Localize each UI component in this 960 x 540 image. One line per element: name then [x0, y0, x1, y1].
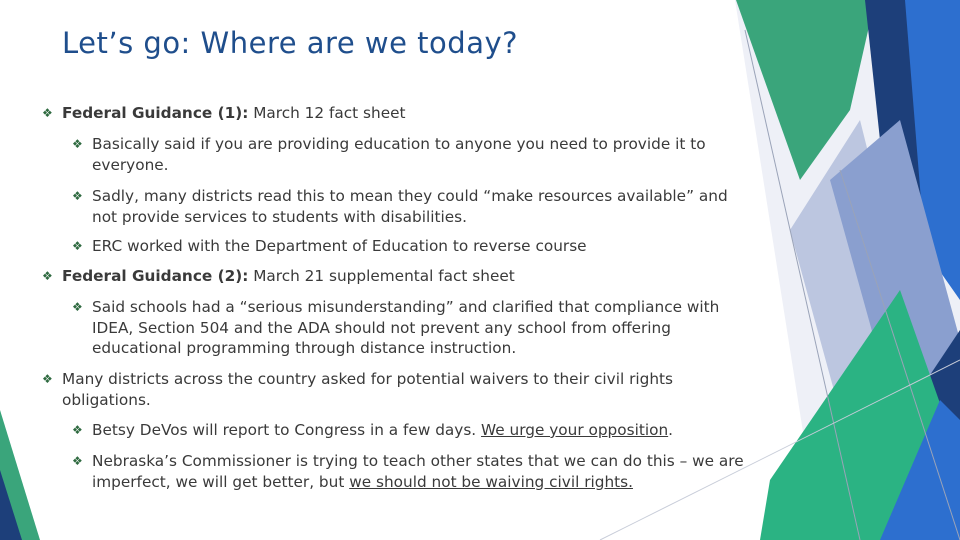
- diamond-bullet-icon: ❖: [42, 372, 53, 386]
- diamond-bullet-icon: ❖: [42, 269, 53, 283]
- bullet-heading: Federal Guidance (1):: [62, 104, 249, 122]
- bullet-text: Sadly, many districts read this to mean they could “make resources available” and not provide services to students with disabilities.: [92, 187, 728, 226]
- bullet-text: Betsy DeVos will report to Congress in a few days.: [92, 421, 482, 439]
- bullet-text: ERC worked with the Department of Education to reverse course: [92, 237, 587, 255]
- sub-bullet-sadly: [72, 186, 757, 227]
- sub-bullet-said-schools: [72, 297, 757, 359]
- sub-bullet-basically: [72, 134, 757, 175]
- diamond-bullet-icon: ❖: [72, 239, 83, 253]
- bullet-federal-guidance-2: [42, 266, 762, 287]
- bullet-text: March 12 fact sheet: [248, 104, 406, 122]
- bullet-heading: Federal Guidance (2):: [62, 267, 249, 285]
- sub-bullet-nebraska: [72, 451, 757, 492]
- bullet-federal-guidance-1: [42, 103, 762, 124]
- bullet-text: Nebraska’s Commissioner is trying to teach other states that we can do this – we are imperfect, we will get better, but: [92, 452, 744, 491]
- diamond-bullet-icon: ❖: [72, 423, 83, 437]
- sub-bullet-devos: [72, 420, 757, 441]
- diamond-bullet-icon: ❖: [72, 300, 83, 314]
- diamond-bullet-icon: ❖: [72, 189, 83, 203]
- sub-bullet-erc: [72, 236, 757, 257]
- diamond-bullet-icon: ❖: [72, 454, 83, 468]
- slide-title: Let’s go: Where are we today?: [62, 26, 519, 60]
- bullet-underlined-text: we should not be waiving civil rights.: [349, 472, 633, 491]
- bullet-text: March 21 supplemental fact sheet: [248, 267, 515, 285]
- bullet-underlined-text: We urge your opposition: [481, 421, 669, 439]
- diamond-bullet-icon: ❖: [42, 106, 53, 120]
- bullet-text: Basically said if you are providing education to anyone you need to provide it to everyone.: [92, 135, 706, 174]
- bullet-many-districts: [42, 369, 762, 410]
- bullet-text: Many districts across the country asked for potential waivers to their civil rights obligations.: [62, 370, 673, 409]
- diamond-bullet-icon: ❖: [72, 137, 83, 151]
- bullet-text: Said schools had a “serious misunderstanding” and clarified that compliance with IDEA, Section 504 and the ADA should not prevent any school from offering educational programming through distance instruction.: [92, 298, 720, 357]
- bullet-trailing-text: .: [668, 421, 674, 439]
